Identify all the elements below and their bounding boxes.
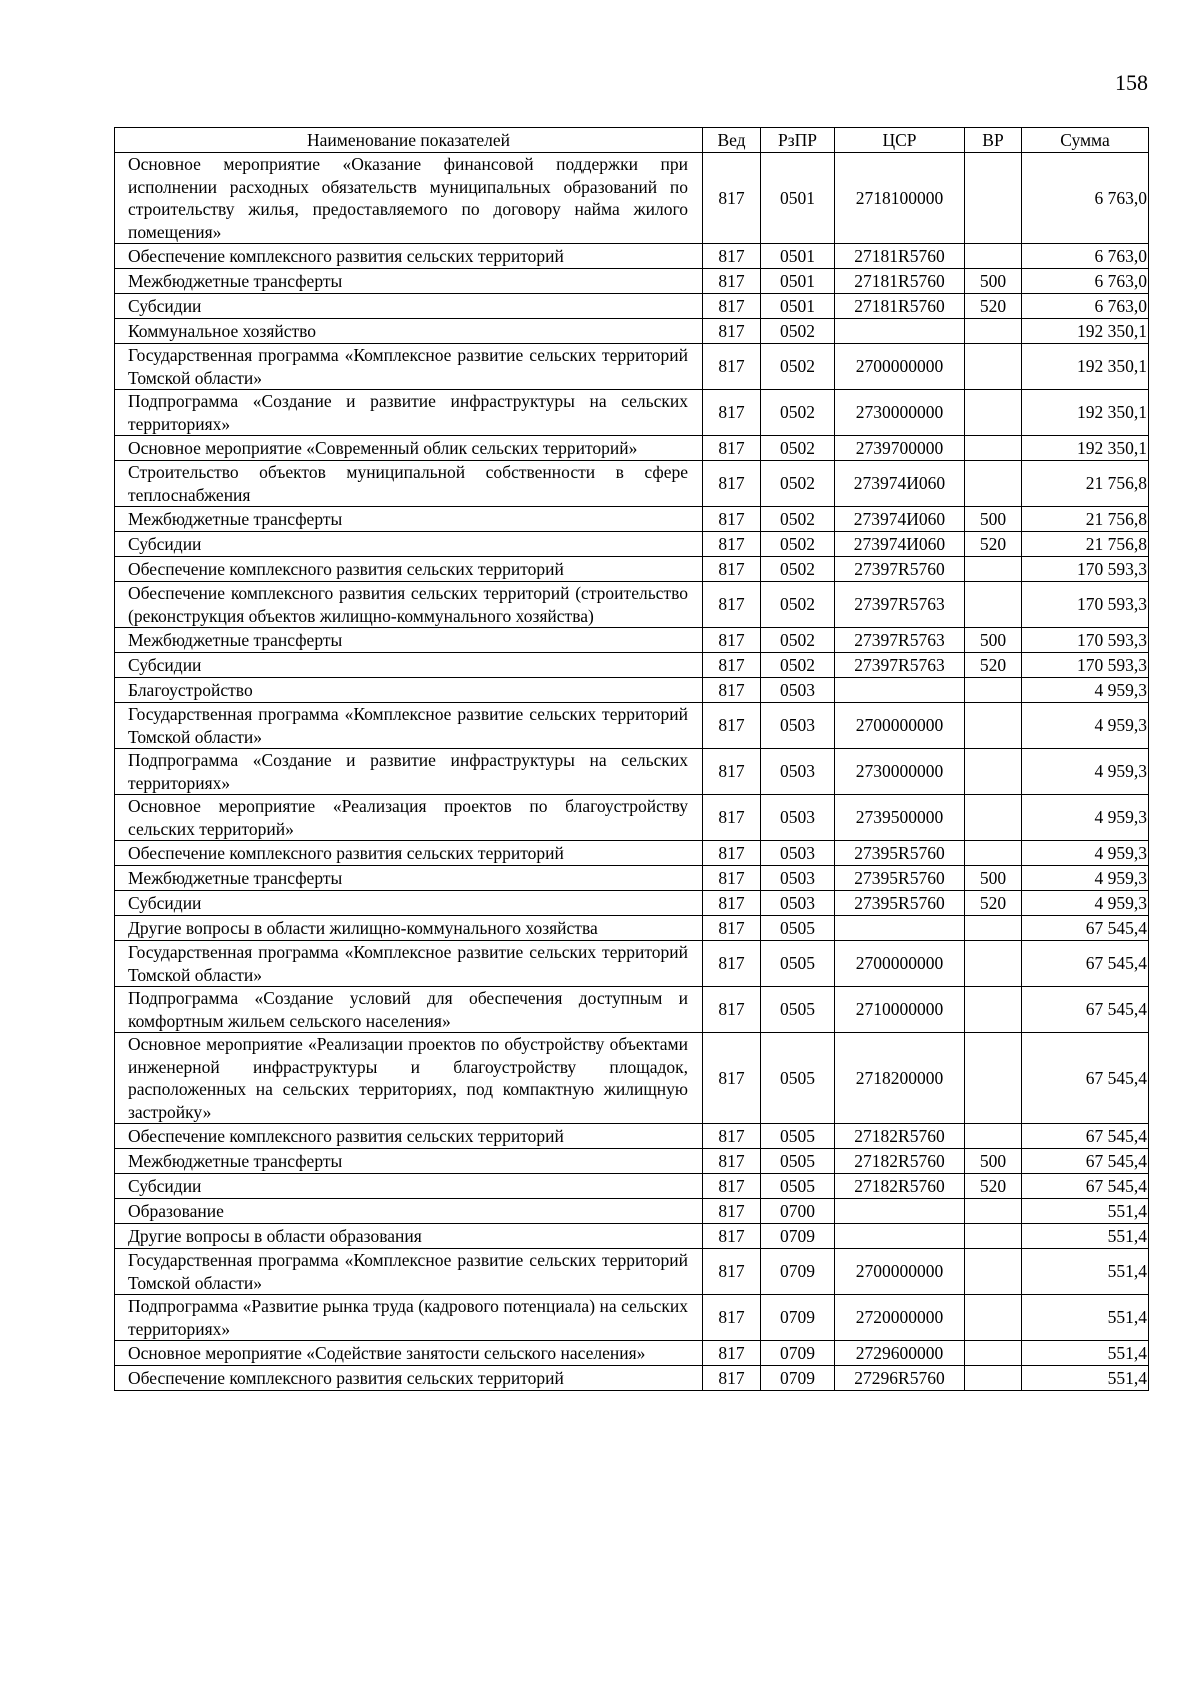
- cell-rzpr: 0502: [761, 557, 835, 582]
- cell-name: Другие вопросы в области образования: [115, 1224, 703, 1249]
- cell-name: Основное мероприятие «Реализация проектов по благоустройству сельских территорий»: [115, 795, 703, 841]
- cell-csr: 27397R5763: [835, 582, 965, 628]
- cell-rzpr: 0502: [761, 507, 835, 532]
- cell-ved: 817: [703, 344, 761, 390]
- cell-rzpr: 0503: [761, 703, 835, 749]
- cell-csr: 2720000000: [835, 1295, 965, 1341]
- cell-name: Государственная программа «Комплексное развитие сельских территорий Томской области»: [115, 344, 703, 390]
- cell-vr: [965, 582, 1022, 628]
- cell-rzpr: 0505: [761, 987, 835, 1033]
- cell-sum: 192 350,1: [1022, 344, 1149, 390]
- cell-sum: 6 763,0: [1022, 269, 1149, 294]
- cell-rzpr: 0709: [761, 1249, 835, 1295]
- cell-csr: 27397R5763: [835, 628, 965, 653]
- cell-sum: 21 756,8: [1022, 461, 1149, 507]
- table-row: [115, 1149, 1149, 1174]
- cell-sum: 170 593,3: [1022, 557, 1149, 582]
- cell-name: Благоустройство: [115, 678, 703, 703]
- cell-sum: 551,4: [1022, 1199, 1149, 1224]
- cell-name: Другие вопросы в области жилищно-коммунального хозяйства: [115, 916, 703, 941]
- cell-rzpr: 0502: [761, 390, 835, 436]
- table-row: [115, 678, 1149, 703]
- cell-sum: 170 593,3: [1022, 582, 1149, 628]
- cell-csr: 273974И060: [835, 461, 965, 507]
- cell-name: Субсидии: [115, 1174, 703, 1199]
- cell-csr: 2729600000: [835, 1341, 965, 1366]
- cell-vr: 520: [965, 891, 1022, 916]
- table-row: [115, 319, 1149, 344]
- table-row: [115, 866, 1149, 891]
- cell-rzpr: 0700: [761, 1199, 835, 1224]
- cell-vr: [965, 1224, 1022, 1249]
- cell-sum: 551,4: [1022, 1224, 1149, 1249]
- cell-csr: 27397R5763: [835, 653, 965, 678]
- cell-ved: 817: [703, 153, 761, 244]
- cell-csr: [835, 1224, 965, 1249]
- table-row: [115, 1341, 1149, 1366]
- cell-vr: 520: [965, 294, 1022, 319]
- cell-ved: 817: [703, 436, 761, 461]
- cell-vr: [965, 1366, 1022, 1391]
- cell-vr: [965, 795, 1022, 841]
- cell-rzpr: 0503: [761, 749, 835, 795]
- cell-ved: 817: [703, 1199, 761, 1224]
- cell-name: Субсидии: [115, 294, 703, 319]
- cell-name: Межбюджетные трансферты: [115, 507, 703, 532]
- cell-sum: 4 959,3: [1022, 891, 1149, 916]
- table-row: [115, 390, 1149, 436]
- table-row: [115, 532, 1149, 557]
- table-header: [115, 128, 1149, 153]
- cell-vr: [965, 749, 1022, 795]
- table-row: [115, 436, 1149, 461]
- cell-rzpr: 0505: [761, 941, 835, 987]
- cell-sum: 4 959,3: [1022, 866, 1149, 891]
- table-row: [115, 582, 1149, 628]
- cell-vr: 500: [965, 628, 1022, 653]
- cell-rzpr: 0501: [761, 269, 835, 294]
- table-row: [115, 1366, 1149, 1391]
- cell-rzpr: 0503: [761, 841, 835, 866]
- cell-rzpr: 0501: [761, 244, 835, 269]
- cell-csr: 2700000000: [835, 344, 965, 390]
- cell-ved: 817: [703, 1249, 761, 1295]
- table-row: [115, 653, 1149, 678]
- cell-sum: 67 545,4: [1022, 916, 1149, 941]
- cell-ved: 817: [703, 653, 761, 678]
- cell-name: Обеспечение комплексного развития сельских территорий: [115, 1366, 703, 1391]
- cell-ved: 817: [703, 916, 761, 941]
- header-ved: Вед: [703, 128, 761, 153]
- cell-sum: 67 545,4: [1022, 987, 1149, 1033]
- cell-sum: 192 350,1: [1022, 436, 1149, 461]
- cell-rzpr: 0709: [761, 1224, 835, 1249]
- table-row: [115, 1174, 1149, 1199]
- cell-rzpr: 0505: [761, 1174, 835, 1199]
- cell-vr: [965, 1341, 1022, 1366]
- header-vr: ВР: [965, 128, 1022, 153]
- cell-sum: 192 350,1: [1022, 319, 1149, 344]
- cell-name: Обеспечение комплексного развития сельских территорий: [115, 841, 703, 866]
- cell-vr: 500: [965, 269, 1022, 294]
- cell-rzpr: 0503: [761, 795, 835, 841]
- cell-ved: 817: [703, 678, 761, 703]
- cell-name: Коммунальное хозяйство: [115, 319, 703, 344]
- cell-ved: 817: [703, 507, 761, 532]
- cell-name: Межбюджетные трансферты: [115, 269, 703, 294]
- cell-sum: 6 763,0: [1022, 294, 1149, 319]
- cell-sum: 67 545,4: [1022, 1174, 1149, 1199]
- cell-rzpr: 0502: [761, 461, 835, 507]
- header-rzpr: РзПР: [761, 128, 835, 153]
- header-sum: Сумма: [1022, 128, 1149, 153]
- cell-csr: 2700000000: [835, 703, 965, 749]
- table-row: [115, 987, 1149, 1033]
- cell-rzpr: 0502: [761, 344, 835, 390]
- cell-name: Обеспечение комплексного развития сельских территорий: [115, 244, 703, 269]
- cell-sum: 4 959,3: [1022, 841, 1149, 866]
- cell-rzpr: 0505: [761, 1124, 835, 1149]
- table-row: [115, 344, 1149, 390]
- cell-name: Субсидии: [115, 891, 703, 916]
- cell-ved: 817: [703, 1366, 761, 1391]
- cell-csr: 27395R5760: [835, 891, 965, 916]
- cell-csr: 27296R5760: [835, 1366, 965, 1391]
- cell-vr: [965, 461, 1022, 507]
- cell-ved: 817: [703, 891, 761, 916]
- cell-name: Государственная программа «Комплексное развитие сельских территорий Томской области»: [115, 703, 703, 749]
- table-row: [115, 795, 1149, 841]
- cell-rzpr: 0709: [761, 1366, 835, 1391]
- cell-vr: [965, 678, 1022, 703]
- cell-csr: [835, 916, 965, 941]
- cell-ved: 817: [703, 703, 761, 749]
- cell-ved: 817: [703, 1033, 761, 1124]
- table-row: [115, 269, 1149, 294]
- table-row: [115, 1033, 1149, 1124]
- table-row: [115, 507, 1149, 532]
- cell-name: Межбюджетные трансферты: [115, 866, 703, 891]
- cell-ved: 817: [703, 269, 761, 294]
- cell-sum: 4 959,3: [1022, 795, 1149, 841]
- table-row: [115, 1199, 1149, 1224]
- cell-vr: 520: [965, 532, 1022, 557]
- cell-sum: 6 763,0: [1022, 153, 1149, 244]
- cell-rzpr: 0503: [761, 866, 835, 891]
- cell-csr: 27182R5760: [835, 1174, 965, 1199]
- cell-csr: 2730000000: [835, 749, 965, 795]
- cell-name: Подпрограмма «Создание и развитие инфраструктуры на сельских территориях»: [115, 749, 703, 795]
- cell-name: Основное мероприятие «Реализации проектов по обустройству объектами инженерной инфраструктуры и благоустройству площадок, расположенных на сельских территориях, под компактную жилищную застройку»: [115, 1033, 703, 1124]
- cell-csr: 2718100000: [835, 153, 965, 244]
- cell-ved: 817: [703, 1341, 761, 1366]
- table-row: [115, 153, 1149, 244]
- cell-ved: 817: [703, 557, 761, 582]
- cell-ved: 817: [703, 749, 761, 795]
- cell-csr: 2700000000: [835, 1249, 965, 1295]
- cell-vr: [965, 557, 1022, 582]
- cell-vr: [965, 319, 1022, 344]
- cell-ved: 817: [703, 941, 761, 987]
- cell-name: Обеспечение комплексного развития сельских территорий (строительство (реконструкция объектов жилищно-коммунального хозяйства): [115, 582, 703, 628]
- cell-vr: [965, 390, 1022, 436]
- cell-rzpr: 0502: [761, 653, 835, 678]
- table-row: [115, 244, 1149, 269]
- cell-ved: 817: [703, 532, 761, 557]
- cell-name: Подпрограмма «Развитие рынка труда (кадрового потенциала) на сельских территориях»: [115, 1295, 703, 1341]
- cell-sum: 551,4: [1022, 1249, 1149, 1295]
- cell-ved: 817: [703, 628, 761, 653]
- cell-sum: 4 959,3: [1022, 703, 1149, 749]
- cell-vr: [965, 1249, 1022, 1295]
- cell-sum: 21 756,8: [1022, 507, 1149, 532]
- cell-ved: 817: [703, 1124, 761, 1149]
- cell-name: Подпрограмма «Создание и развитие инфраструктуры на сельских территориях»: [115, 390, 703, 436]
- cell-vr: [965, 1199, 1022, 1224]
- table-row: [115, 916, 1149, 941]
- cell-name: Основное мероприятие «Современный облик сельских территорий»: [115, 436, 703, 461]
- cell-csr: 27182R5760: [835, 1124, 965, 1149]
- cell-vr: [965, 153, 1022, 244]
- cell-ved: 817: [703, 244, 761, 269]
- cell-ved: 817: [703, 1295, 761, 1341]
- cell-name: Государственная программа «Комплексное развитие сельских территорий Томской области»: [115, 941, 703, 987]
- cell-sum: 170 593,3: [1022, 653, 1149, 678]
- cell-vr: 500: [965, 866, 1022, 891]
- cell-csr: 273974И060: [835, 532, 965, 557]
- cell-csr: [835, 678, 965, 703]
- cell-sum: 4 959,3: [1022, 678, 1149, 703]
- cell-vr: 500: [965, 1149, 1022, 1174]
- cell-name: Подпрограмма «Создание условий для обеспечения доступным и комфортным жильем сельского населения»: [115, 987, 703, 1033]
- cell-rzpr: 0502: [761, 582, 835, 628]
- cell-vr: [965, 436, 1022, 461]
- cell-vr: [965, 344, 1022, 390]
- cell-name: Основное мероприятие «Содействие занятости сельского населения»: [115, 1341, 703, 1366]
- cell-sum: 551,4: [1022, 1366, 1149, 1391]
- cell-rzpr: 0502: [761, 532, 835, 557]
- header-csr: ЦСР: [835, 128, 965, 153]
- cell-sum: 67 545,4: [1022, 1124, 1149, 1149]
- cell-csr: 2700000000: [835, 941, 965, 987]
- table-row: [115, 1224, 1149, 1249]
- cell-csr: [835, 1199, 965, 1224]
- cell-csr: 27395R5760: [835, 866, 965, 891]
- cell-vr: [965, 941, 1022, 987]
- cell-ved: 817: [703, 1149, 761, 1174]
- cell-csr: 27181R5760: [835, 244, 965, 269]
- table-body: [115, 153, 1149, 1391]
- table-row: [115, 703, 1149, 749]
- cell-sum: 192 350,1: [1022, 390, 1149, 436]
- cell-csr: [835, 319, 965, 344]
- cell-rzpr: 0505: [761, 1149, 835, 1174]
- table-row: [115, 461, 1149, 507]
- cell-ved: 817: [703, 841, 761, 866]
- table-row: [115, 941, 1149, 987]
- cell-sum: 67 545,4: [1022, 1033, 1149, 1124]
- table-row: [115, 1295, 1149, 1341]
- cell-name: Обеспечение комплексного развития сельских территорий: [115, 557, 703, 582]
- cell-csr: 2710000000: [835, 987, 965, 1033]
- cell-sum: 4 959,3: [1022, 749, 1149, 795]
- cell-vr: [965, 1295, 1022, 1341]
- cell-vr: 520: [965, 653, 1022, 678]
- cell-rzpr: 0502: [761, 628, 835, 653]
- budget-table: [114, 127, 1149, 1391]
- cell-csr: 2739500000: [835, 795, 965, 841]
- cell-sum: 551,4: [1022, 1341, 1149, 1366]
- cell-name: Межбюджетные трансферты: [115, 628, 703, 653]
- cell-csr: 273974И060: [835, 507, 965, 532]
- cell-name: Основное мероприятие «Оказание финансовой поддержки при исполнении расходных обязательств муниципальных образований по строительству жилья, предоставляемого по договору найма жилого помещения»: [115, 153, 703, 244]
- cell-sum: 67 545,4: [1022, 1149, 1149, 1174]
- cell-vr: [965, 841, 1022, 866]
- cell-rzpr: 0501: [761, 294, 835, 319]
- cell-rzpr: 0501: [761, 153, 835, 244]
- table-row: [115, 841, 1149, 866]
- table-row: [115, 1249, 1149, 1295]
- cell-ved: 817: [703, 987, 761, 1033]
- header-row: [115, 128, 1149, 153]
- cell-ved: 817: [703, 461, 761, 507]
- cell-vr: 500: [965, 507, 1022, 532]
- cell-csr: 27181R5760: [835, 294, 965, 319]
- cell-ved: 817: [703, 1224, 761, 1249]
- cell-name: Государственная программа «Комплексное развитие сельских территорий Томской области»: [115, 1249, 703, 1295]
- cell-vr: [965, 703, 1022, 749]
- cell-vr: [965, 1033, 1022, 1124]
- cell-sum: 551,4: [1022, 1295, 1149, 1341]
- cell-name: Субсидии: [115, 532, 703, 557]
- cell-sum: 6 763,0: [1022, 244, 1149, 269]
- cell-rzpr: 0503: [761, 891, 835, 916]
- table-row: [115, 1124, 1149, 1149]
- cell-rzpr: 0505: [761, 1033, 835, 1124]
- cell-rzpr: 0503: [761, 678, 835, 703]
- table-row: [115, 891, 1149, 916]
- cell-vr: [965, 1124, 1022, 1149]
- cell-ved: 817: [703, 866, 761, 891]
- cell-name: Межбюджетные трансферты: [115, 1149, 703, 1174]
- cell-name: Субсидии: [115, 653, 703, 678]
- cell-ved: 817: [703, 1174, 761, 1199]
- table-row: [115, 294, 1149, 319]
- table-row: [115, 749, 1149, 795]
- cell-ved: 817: [703, 294, 761, 319]
- cell-csr: 2730000000: [835, 390, 965, 436]
- cell-sum: 170 593,3: [1022, 628, 1149, 653]
- cell-vr: 520: [965, 1174, 1022, 1199]
- cell-rzpr: 0502: [761, 436, 835, 461]
- cell-vr: [965, 244, 1022, 269]
- cell-ved: 817: [703, 319, 761, 344]
- cell-csr: 27395R5760: [835, 841, 965, 866]
- cell-csr: 27181R5760: [835, 269, 965, 294]
- cell-rzpr: 0505: [761, 916, 835, 941]
- table-row: [115, 557, 1149, 582]
- cell-name: Строительство объектов муниципальной собственности в сфере теплоснабжения: [115, 461, 703, 507]
- cell-ved: 817: [703, 582, 761, 628]
- cell-rzpr: 0709: [761, 1341, 835, 1366]
- cell-name: Образование: [115, 1199, 703, 1224]
- cell-name: Обеспечение комплексного развития сельских территорий: [115, 1124, 703, 1149]
- cell-csr: 2718200000: [835, 1033, 965, 1124]
- cell-ved: 817: [703, 390, 761, 436]
- cell-csr: 2739700000: [835, 436, 965, 461]
- cell-vr: [965, 916, 1022, 941]
- header-name: Наименование показателей: [115, 128, 703, 153]
- cell-ved: 817: [703, 795, 761, 841]
- cell-rzpr: 0502: [761, 319, 835, 344]
- cell-csr: 27182R5760: [835, 1149, 965, 1174]
- cell-sum: 21 756,8: [1022, 532, 1149, 557]
- cell-rzpr: 0709: [761, 1295, 835, 1341]
- cell-vr: [965, 987, 1022, 1033]
- page-number: 158: [1115, 70, 1148, 95]
- cell-csr: 27397R5760: [835, 557, 965, 582]
- table-row: [115, 628, 1149, 653]
- cell-sum: 67 545,4: [1022, 941, 1149, 987]
